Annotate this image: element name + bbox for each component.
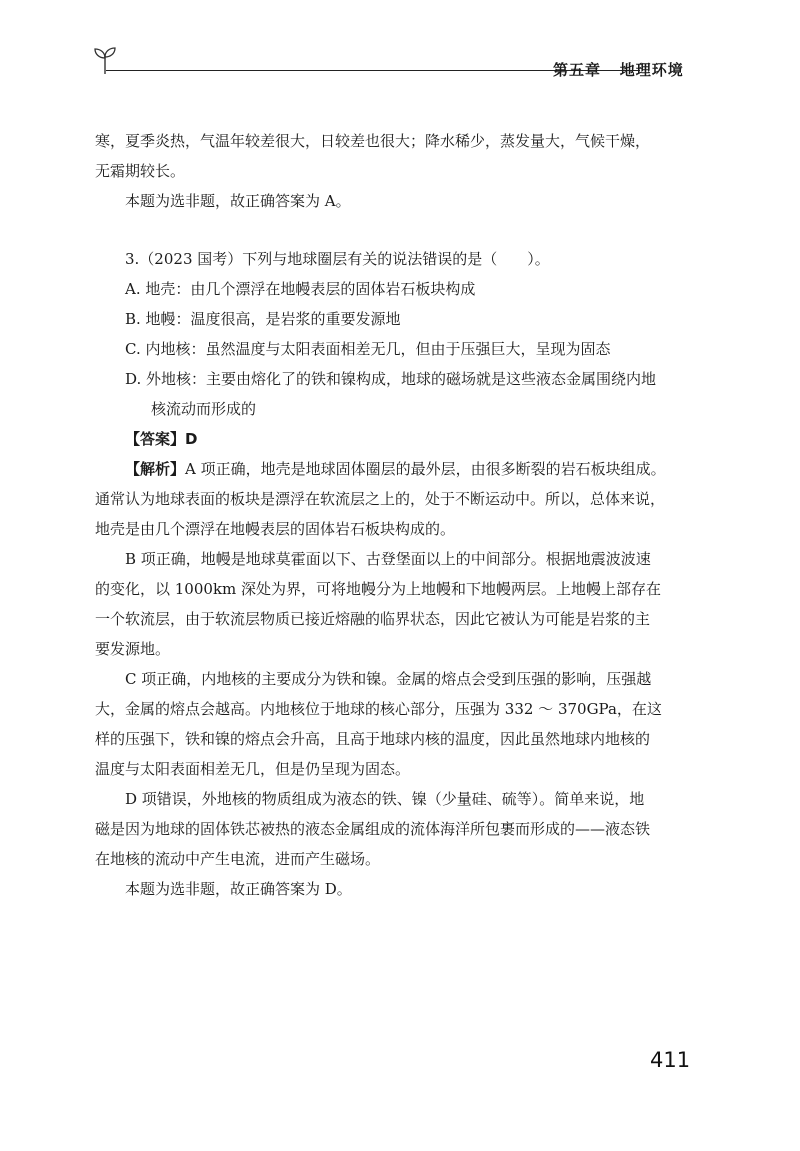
option-a: A. 地壳：由几个漂浮在地幔表层的固体岩石板块构成	[125, 280, 476, 298]
question-stem: 3.（2023 国考）下列与地球圈层有关的说法错误的是（ ）。	[125, 250, 550, 268]
chapter-number: 第五章	[553, 61, 602, 79]
option-d-continued: 核流动而形成的	[151, 400, 257, 418]
option-d: D. 外地核：主要由熔化了的铁和镍构成，地球的磁场就是这些液态金属围绕内地	[125, 370, 657, 388]
sprout-icon	[92, 44, 118, 76]
analysis-text: A 项正确，地壳是地球固体圈层的最外层，由很多断裂的岩石板块组成。	[185, 460, 666, 478]
continued-text-line: 无霜期较长。	[95, 162, 186, 180]
analysis-line: 温度与太阳表面相差无几，但是仍呈现为固态。	[95, 760, 411, 778]
chapter-heading	[553, 59, 684, 80]
answer-line	[95, 424, 695, 454]
analysis-label: 【解析】	[125, 460, 186, 478]
analysis-line: 一个软流层，由于软流层物质已接近熔融的临界状态，因此它被认为可能是岩浆的主	[95, 610, 651, 628]
analysis-line: 大，金属的熔点会越高。内地核位于地球的核心部分，压强为 332 ～ 370GPa，在这	[95, 700, 662, 718]
continued-text-line: 寒，夏季炎热，气温年较差很大，日较差也很大；降水稀少，蒸发量大，气候干燥，	[95, 132, 651, 150]
previous-answer-note: 本题为选非题，故正确答案为 A。	[125, 192, 351, 210]
analysis-line: 要发源地。	[95, 640, 171, 658]
page-content	[95, 126, 695, 904]
analysis-line: 磁是因为地球的固体铁芯被热的液态金属组成的流体海洋所包裹而形成的——液态铁	[95, 820, 651, 838]
analysis-line	[95, 454, 695, 484]
analysis-line: 在地核的流动中产生电流，进而产生磁场。	[95, 850, 381, 868]
chapter-title: 地理环境	[619, 61, 684, 79]
conclusion-line: 本题为选非题，故正确答案为 D。	[125, 880, 352, 898]
analysis-line: 地壳是由几个漂浮在地幔表层的固体岩石板块构成的。	[95, 520, 456, 538]
analysis-line: C 项正确，内地核的主要成分为铁和镍。金属的熔点会受到压强的影响，压强越	[125, 670, 652, 688]
analysis-line: 样的压强下，铁和镍的熔点会升高，且高于地球内核的温度，因此虽然地球内地核的	[95, 730, 651, 748]
option-c: C. 内地核：虽然温度与太阳表面相差无几，但由于压强巨大，呈现为固态	[125, 340, 611, 358]
analysis-line: B 项正确，地幔是地球莫霍面以下、古登堡面以上的中间部分。根据地震波波速	[125, 550, 651, 568]
answer-label: 【答案】	[125, 430, 186, 448]
page-number: 411	[650, 1048, 691, 1072]
analysis-line: 通常认为地球表面的板块是漂浮在软流层之上的，处于不断运动中。所以，总体来说，	[95, 490, 666, 508]
running-header	[92, 44, 692, 84]
answer-value: D	[185, 430, 198, 448]
analysis-line: 的变化，以 1000km 深处为界，可将地幔分为上地幔和下地幔两层。上地幔上部存在	[95, 580, 662, 598]
option-b: B. 地幔：温度很高，是岩浆的重要发源地	[125, 310, 401, 328]
analysis-line: D 项错误，外地核的物质组成为液态的铁、镍（少量硅、硫等）。简单来说，地	[125, 790, 645, 808]
